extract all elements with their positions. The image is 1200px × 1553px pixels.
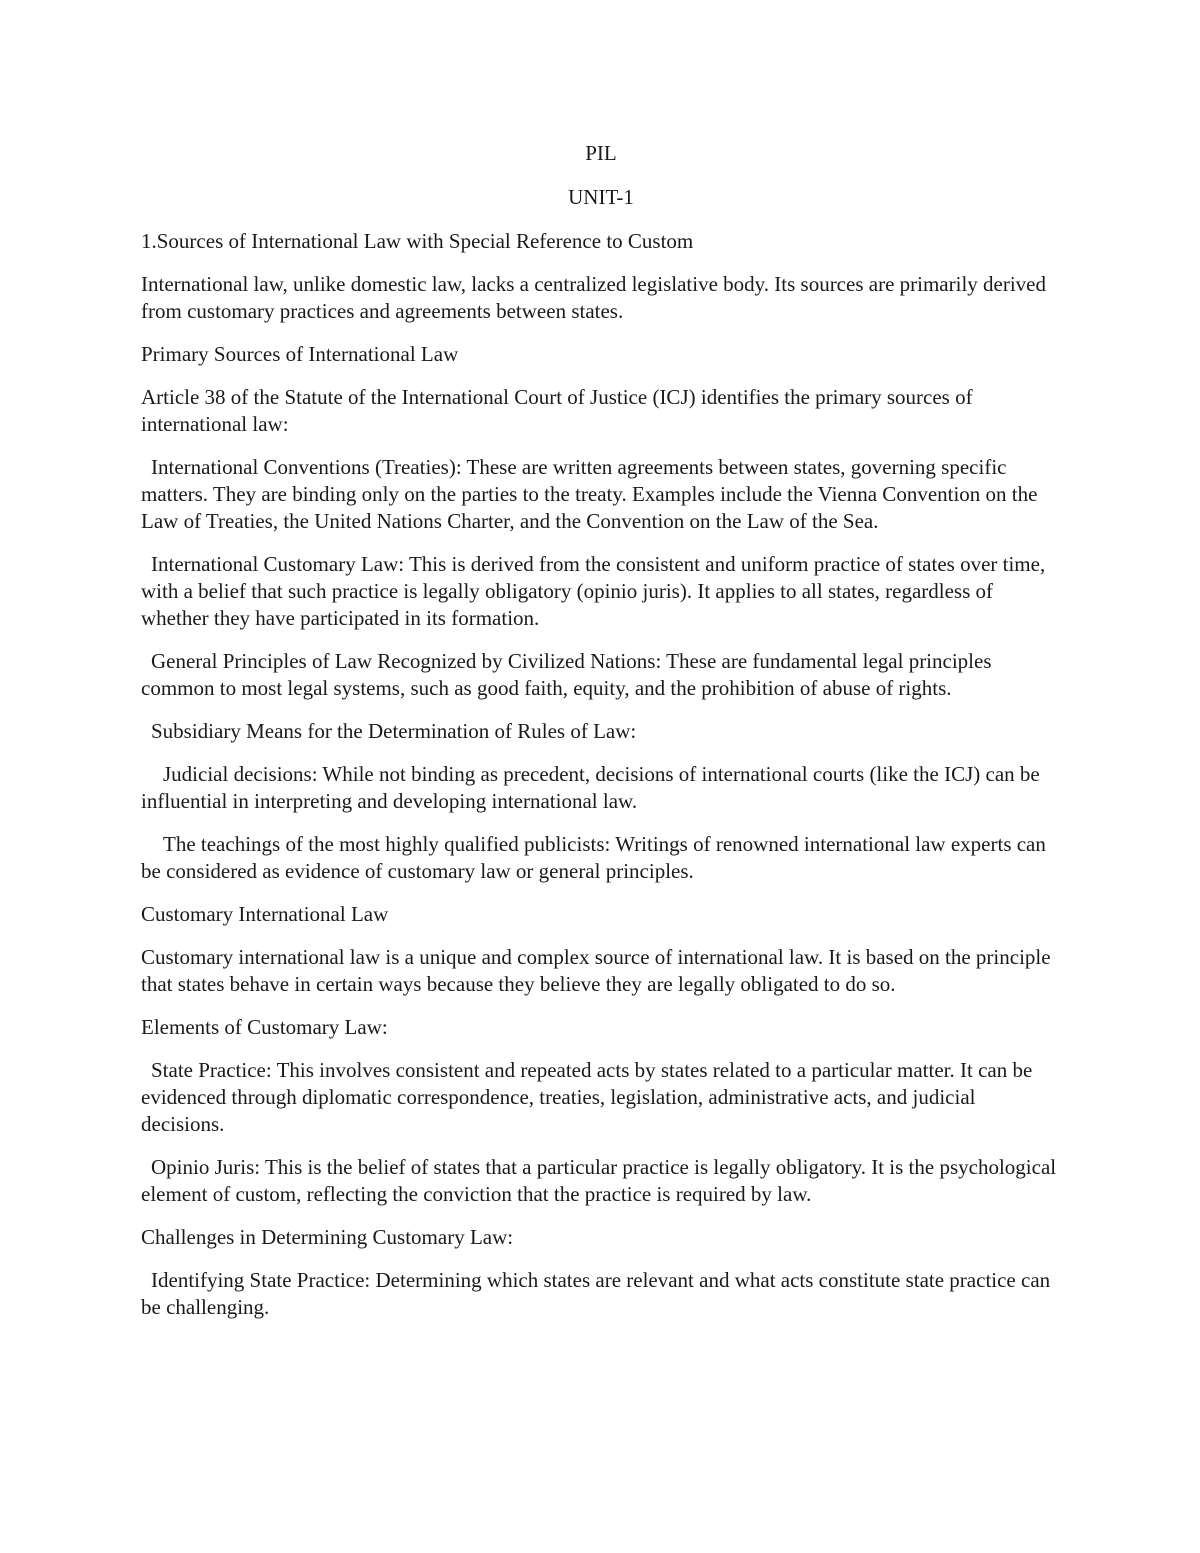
item-identifying-state-practice: Identifying State Practice: Determining which states are relevant and what acts constitute state practice can be challenging. — [141, 1268, 1051, 1319]
customary-law-paragraph: Customary international law is a unique and complex source of international law. It is based on the principle that states behave in certain ways because they believe they are legally obligated to do so. — [141, 945, 1051, 996]
subitem-teachings-publicists: The teachings of the most highly qualified publicists: Writings of renowned international law experts can be considered as evidence of customary law or general principles. — [141, 832, 1046, 883]
intro-paragraph: International law, unlike domestic law, lacks a centralized legislative body. Its sources are primarily derived from customary practices and agreements between states. — [141, 272, 1046, 323]
item-state-practice: State Practice: This involves consistent and repeated acts by states related to a particular matter. It can be evidenced through diplomatic correspondence, treaties, legislation, administrative acts, and judicial decisions. — [141, 1058, 1033, 1136]
heading-challenges: Challenges in Determining Customary Law: — [141, 1225, 514, 1249]
item-subsidiary-means: Subsidiary Means for the Determination of Rules of Law: — [151, 719, 637, 743]
item-general-principles: General Principles of Law Recognized by Civilized Nations: These are fundamental legal principles common to most legal systems, such as good faith, equity, and the prohibition of abuse of rights. — [141, 649, 992, 700]
item-customary-law: International Customary Law: This is derived from the consistent and uniform practice of states over time, with a belief that such practice is legally obligatory (opinio juris). It applies to all states, regardless of whether they have participated in its formation. — [141, 552, 1046, 630]
section-heading-sources: 1.Sources of International Law with Special Reference to Custom — [141, 229, 694, 253]
item-international-conventions: International Conventions (Treaties): These are written agreements between states, governing specific matters. They are binding only on the parties to the treaty. Examples include the Vienna Convention on the Law of Treaties, the United Nations Charter, and the Convention on the Law of the Sea. — [141, 455, 1038, 533]
document-title: PIL — [585, 141, 617, 165]
subitem-judicial-decisions: Judicial decisions: While not binding as precedent, decisions of international courts (like the ICJ) can be influential in interpreting and developing international law. — [141, 762, 1040, 813]
article-38-paragraph: Article 38 of the Statute of the International Court of Justice (ICJ) identifies the primary sources of international law: — [141, 385, 973, 436]
unit-heading: UNIT-1 — [568, 185, 634, 209]
item-opinio-juris: Opinio Juris: This is the belief of states that a particular practice is legally obligatory. It is the psychological element of custom, reflecting the conviction that the practice is required by law. — [141, 1155, 1057, 1206]
document-page — [141, 140, 1061, 1337]
heading-primary-sources: Primary Sources of International Law — [141, 342, 459, 366]
heading-customary-international-law: Customary International Law — [141, 902, 389, 926]
heading-elements: Elements of Customary Law: — [141, 1015, 388, 1039]
